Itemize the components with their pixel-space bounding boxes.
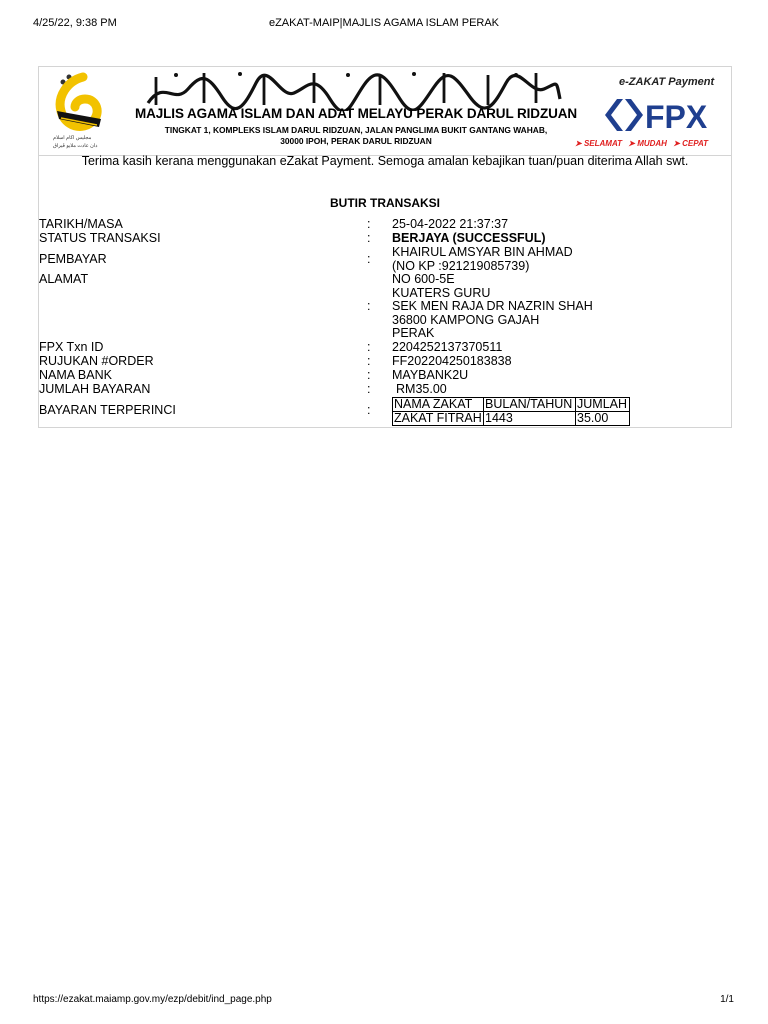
tarikh-label: TARIKH/MASA <box>39 217 123 231</box>
organization-address <box>121 125 591 147</box>
print-url: https://ezakat.maiamp.gov.my/ezp/debit/ind_page.php <box>33 994 272 1005</box>
fpx-txn-label: FPX Txn ID <box>39 340 104 354</box>
organization-name: MAJLIS AGAMA ISLAM DAN ADAT MELAYU PERAK DARUL RIDZUAN <box>134 106 578 121</box>
colon: : <box>367 340 371 354</box>
colon: : <box>367 403 371 417</box>
alamat-line: 36800 KAMPONG GAJAH <box>392 312 540 327</box>
address-line-1: TINGKAT 1, KOMPLEKS ISLAM DARUL RIDZUAN, JALAN PANGLIMA BUKIT GANTANG WAHAB, <box>164 125 548 135</box>
zakat-detail-table <box>392 397 630 426</box>
pembayar-label: PEMBAYAR <box>39 252 107 266</box>
bank-value: MAYBANK2U <box>392 368 469 382</box>
print-date: 4/25/22, 9:38 PM <box>33 17 117 29</box>
table-row <box>393 412 630 426</box>
pembayar-ic: (NO KP :921219085739) <box>392 258 530 273</box>
jumlah-value: RM35.00 <box>396 382 447 396</box>
alamat-line: PERAK <box>392 326 435 340</box>
status-value: BERJAYA (SUCCESSFUL) <box>392 231 546 245</box>
page-number: 1/1 <box>720 994 734 1005</box>
rujukan-label: RUJUKAN #ORDER <box>39 354 154 368</box>
colon: : <box>367 354 371 368</box>
section-title: BUTIR TRANSAKSI <box>330 196 440 210</box>
fpx-logo-text: FPX <box>645 99 708 135</box>
alamat-line: NO 600-5E <box>392 272 455 286</box>
table-header: BULAN/TAHUN <box>484 398 576 412</box>
header-banner <box>39 67 731 156</box>
table-header-row <box>393 398 630 412</box>
colon: : <box>367 382 371 396</box>
print-title: eZAKAT-MAIP|MAJLIS AGAMA ISLAM PERAK <box>268 17 500 29</box>
receipt-frame <box>38 66 732 428</box>
terperinci-label: BAYARAN TERPERINCI <box>39 403 176 417</box>
bank-label: NAMA BANK <box>39 368 112 382</box>
ezakat-payment-label: e-ZAKAT Payment <box>619 76 715 88</box>
tagline-selamat: ➤ SELAMAT <box>575 139 623 148</box>
colon: : <box>367 252 371 266</box>
svg-text:مجليس اڬام اسلام: مجليس اڬام اسلام <box>53 135 92 141</box>
tagline-cepat: ➤ CEPAT <box>673 139 709 148</box>
thank-you-message: Terima kasih kerana menggunakan eZakat Payment. Semoga amalan kebajikan tuan/puan diterima Allah swt. <box>81 154 689 168</box>
alamat-line: SEK MEN RAJA DR NAZRIN SHAH <box>392 299 593 313</box>
table-header: JUMLAH <box>576 398 630 412</box>
fpx-txn-value: 2204252137370511 <box>392 340 503 354</box>
jumlah-label: JUMLAH BAYARAN <box>39 382 151 396</box>
fpx-taglines <box>575 139 729 148</box>
address-line-2: 30000 IPOH, PERAK DARUL RIDZUAN <box>280 136 432 146</box>
status-label: STATUS TRANSAKSI <box>39 231 161 245</box>
colon: : <box>367 231 371 245</box>
fpx-branding <box>575 73 729 153</box>
table-header: NAMA ZAKAT <box>393 398 484 412</box>
table-cell: 1443 <box>484 412 576 426</box>
alamat-line: KUATERS GURU <box>392 285 491 300</box>
colon: : <box>367 299 371 313</box>
pembayar-name: KHAIRUL AMSYAR BIN AHMAD <box>392 245 573 259</box>
colon: : <box>367 368 371 382</box>
svg-text:دان عادت ملايو ڤيراق: دان عادت ملايو ڤيراق <box>53 143 98 149</box>
table-cell: ZAKAT FITRAH <box>394 411 482 425</box>
arabic-calligraphy-banner <box>144 69 564 111</box>
tagline-mudah: ➤ MUDAH <box>628 139 667 148</box>
maip-emblem-logo <box>49 71 113 153</box>
table-cell: 35.00 <box>576 412 630 426</box>
alamat-label: ALAMAT <box>39 272 89 286</box>
colon: : <box>367 217 371 231</box>
fpx-logo <box>603 95 723 135</box>
rujukan-value: FF202204250183838 <box>392 354 512 368</box>
tarikh-value: 25-04-2022 21:37:37 <box>392 217 509 231</box>
